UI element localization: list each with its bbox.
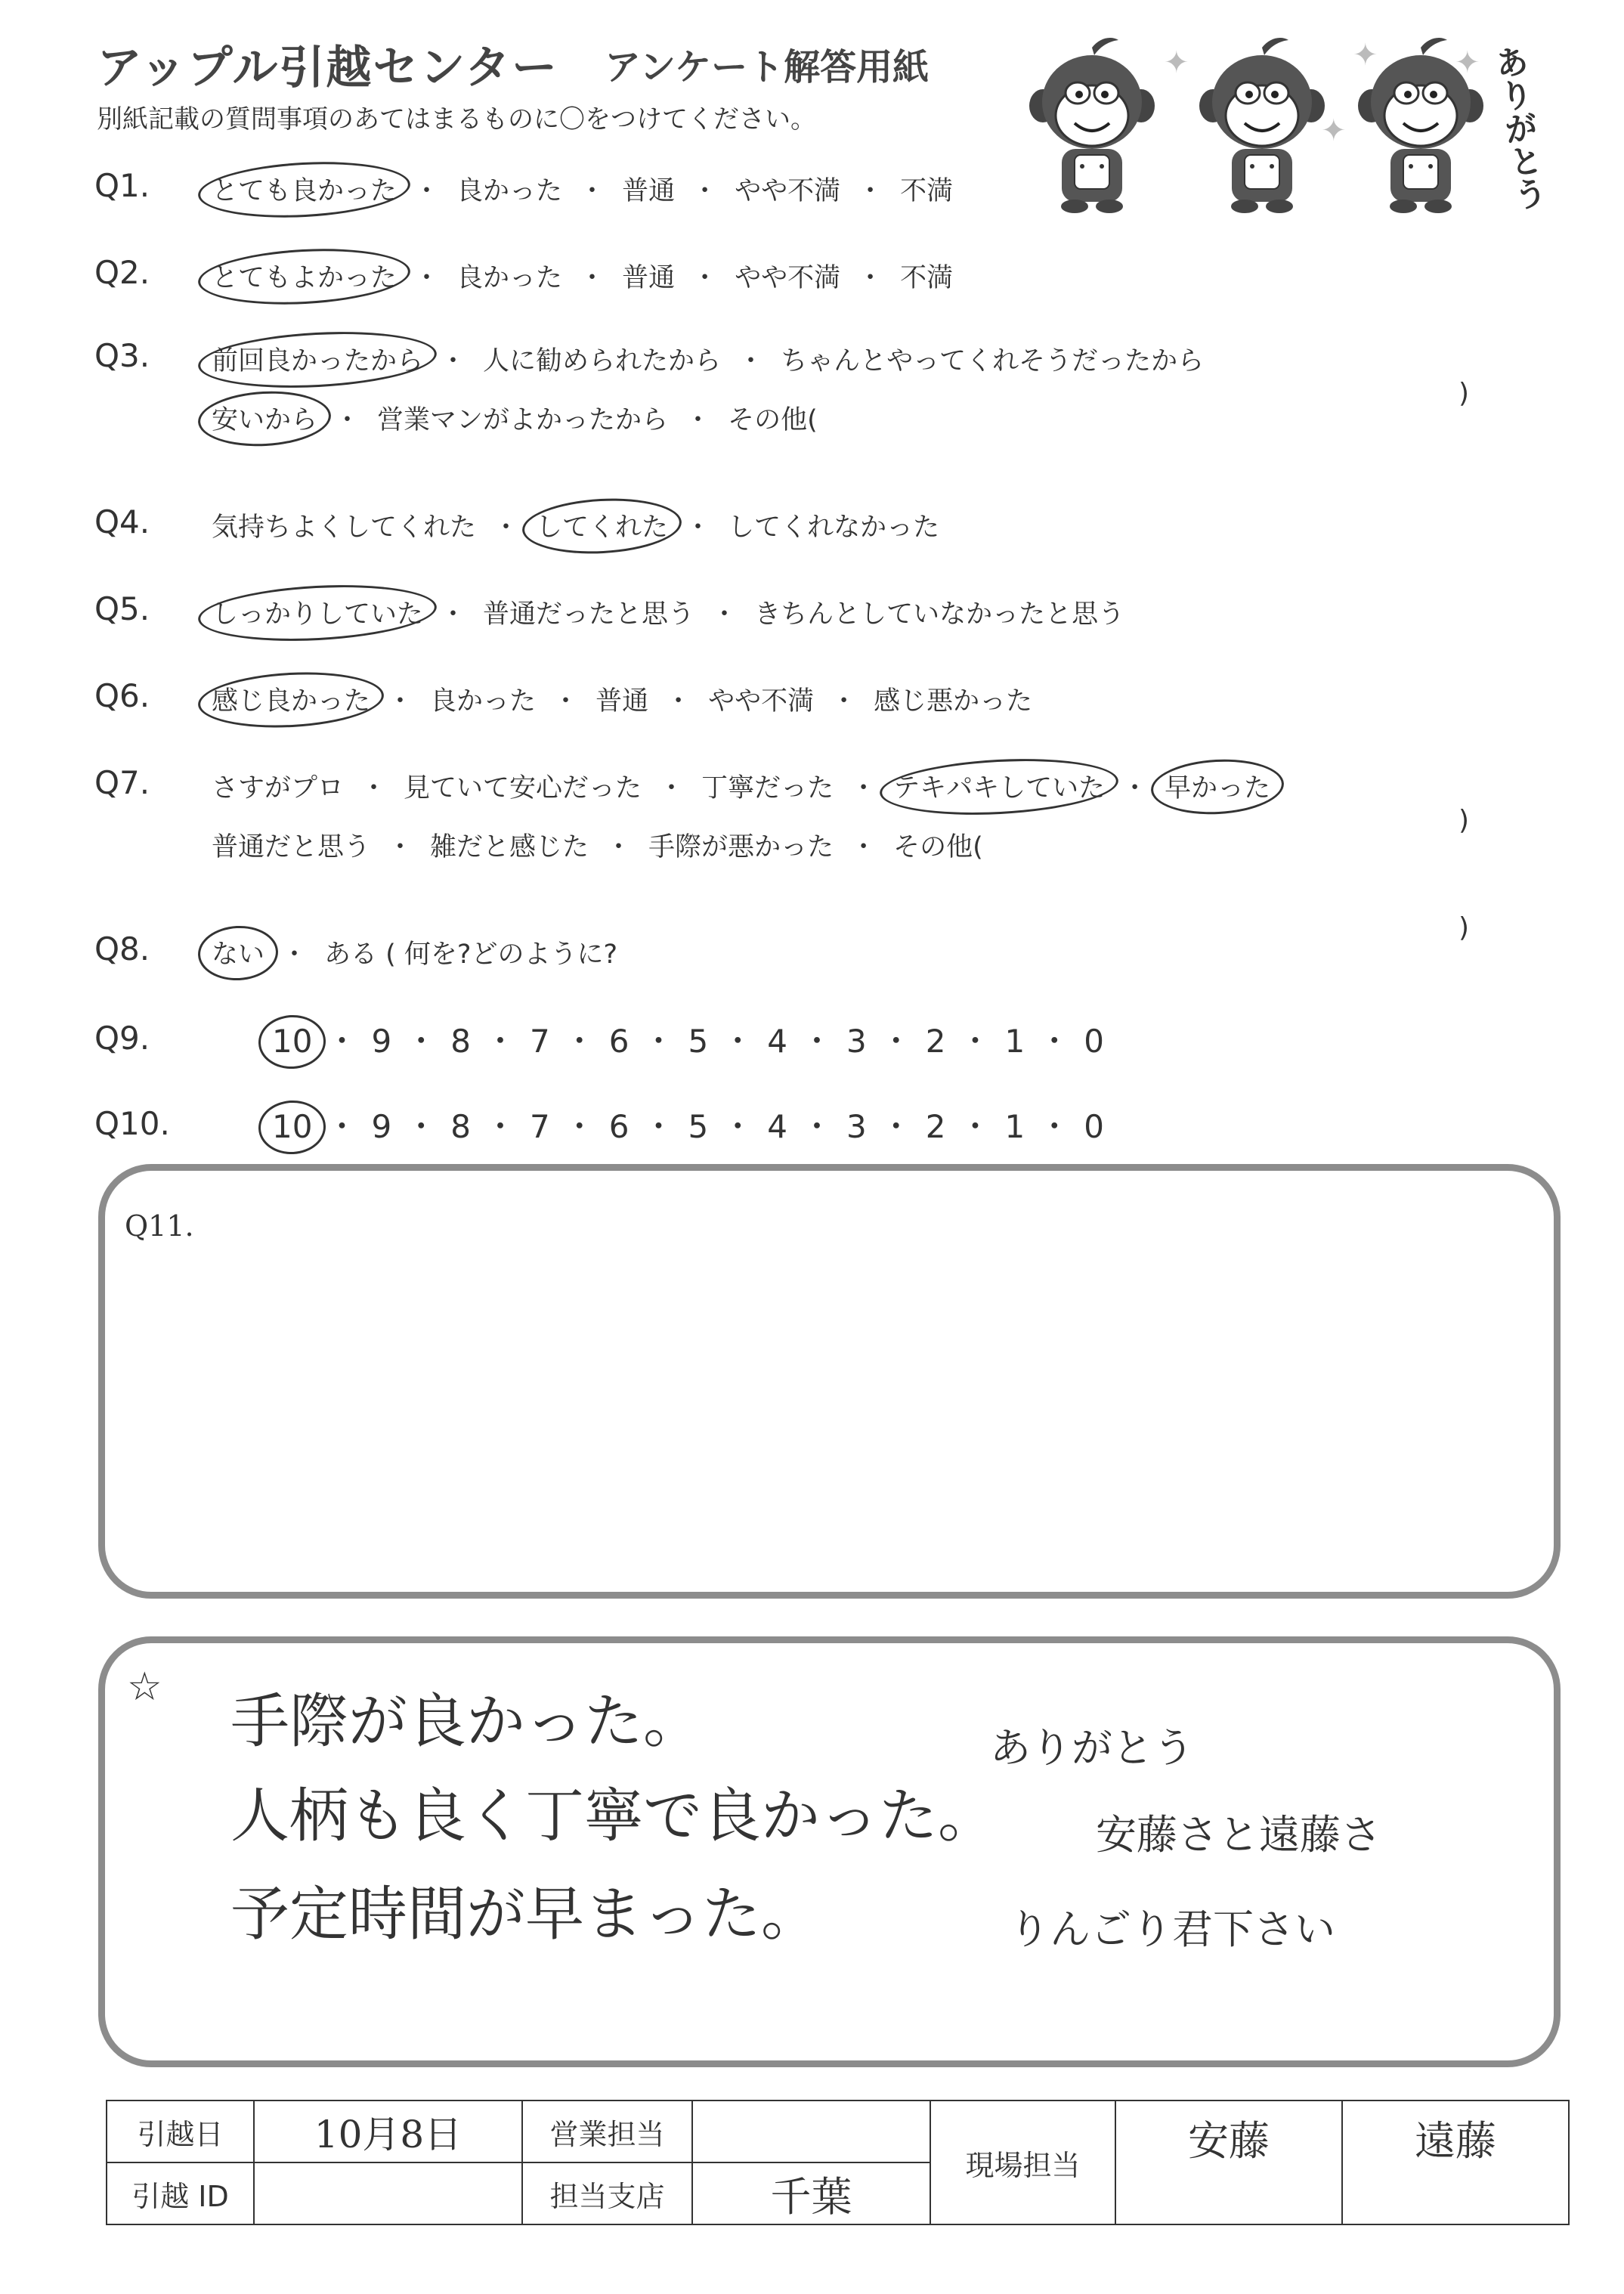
answer-option[interactable]: 不満: [900, 176, 954, 206]
option-separator: ・: [563, 1108, 595, 1145]
question-options-row: [212, 767, 1270, 805]
thanks-line-2: 安藤さと遠藤さ: [1096, 1811, 1381, 1859]
q11-label: Q11.: [125, 1209, 194, 1243]
rating-option[interactable]: 4: [767, 1023, 787, 1060]
option-separator: ・: [642, 1023, 675, 1060]
answer-option[interactable]: やや不満: [735, 263, 841, 293]
sales-label: 営業担当: [522, 2101, 692, 2162]
form-instruction: 別紙記載の質問事項のあてはまるものに〇をつけてください。: [97, 104, 816, 135]
option-separator: ・: [484, 1023, 516, 1060]
answer-option[interactable]: 良かった: [456, 263, 563, 293]
rating-option[interactable]: 2: [925, 1023, 946, 1060]
option-separator: ・: [658, 773, 685, 803]
option-separator: ・: [691, 176, 719, 206]
answer-option[interactable]: その他(: [728, 405, 818, 435]
option-separator: ・: [711, 599, 738, 630]
option-separator: ・: [850, 773, 877, 803]
option-separator: ・: [685, 405, 712, 435]
option-separator: ・: [959, 1108, 991, 1145]
option-separator: ・: [691, 263, 719, 293]
question-options-row: [212, 399, 818, 437]
option-separator: ・: [722, 1023, 754, 1060]
rating-options-row: [272, 1017, 1104, 1062]
answer-option[interactable]: とてもよかった: [212, 257, 397, 295]
question-options-row: [212, 257, 953, 295]
answer-option[interactable]: 普通: [622, 176, 676, 206]
option-separator: ・: [405, 1023, 438, 1060]
option-separator: ・: [440, 346, 467, 376]
other-close-paren: ): [1459, 912, 1470, 943]
answer-option[interactable]: してくれた: [536, 506, 668, 544]
question-label: Q5.: [94, 590, 150, 627]
option-separator: ・: [959, 1023, 991, 1060]
sparkle-icon: ✦: [1164, 45, 1189, 80]
question-options-row: [212, 170, 953, 208]
rating-option[interactable]: 8: [450, 1023, 471, 1060]
thanks-line-3: りんごり君下さい: [1009, 1905, 1335, 1953]
answer-option[interactable]: やや不満: [735, 176, 841, 206]
option-separator: ・: [738, 346, 765, 376]
answer-option[interactable]: 良かった: [430, 686, 537, 717]
question-options-row: [212, 340, 1204, 378]
option-separator: ・: [722, 1108, 754, 1145]
rating-label: Q9.: [94, 1020, 150, 1057]
option-separator: ・: [857, 263, 884, 293]
move-date-label: 引越日: [107, 2101, 254, 2162]
site-value-2[interactable]: 遠藤: [1342, 2101, 1569, 2224]
question-options-row: [212, 826, 983, 864]
answer-option[interactable]: しっかりしていた: [212, 593, 423, 631]
rating-option[interactable]: 9: [371, 1108, 392, 1145]
answer-option[interactable]: してくれなかった: [728, 512, 940, 543]
sparkle-icon: ✦: [1321, 113, 1347, 148]
option-separator: ・: [552, 686, 580, 717]
rating-option[interactable]: 6: [608, 1108, 629, 1145]
question-label: Q6.: [94, 677, 150, 714]
option-separator: ・: [440, 599, 467, 630]
question-label: Q2.: [94, 254, 150, 291]
answer-option[interactable]: ない: [212, 933, 264, 971]
question-options-row: [212, 933, 617, 971]
answer-option[interactable]: きちんとしていなかったと思う: [754, 599, 1125, 630]
option-separator: ・: [857, 176, 884, 206]
answer-option[interactable]: とても良かった: [212, 170, 397, 208]
option-separator: ・: [387, 832, 414, 862]
option-separator: ・: [1038, 1108, 1071, 1145]
answer-option[interactable]: 見ていて安心だった: [404, 773, 642, 803]
answer-option[interactable]: 感じ良かった: [212, 680, 370, 718]
answer-option[interactable]: 不満: [900, 263, 954, 293]
rating-label: Q10.: [94, 1105, 170, 1142]
answer-option[interactable]: 早かった: [1165, 767, 1270, 805]
option-separator: ・: [880, 1023, 912, 1060]
comment-line-2: 人柄も良く丁寧で良かった。: [230, 1782, 998, 1850]
answer-option[interactable]: 感じ悪かった: [874, 686, 1033, 717]
question-label: Q7.: [94, 764, 150, 801]
answer-option[interactable]: 気持ちよくしてくれた: [212, 512, 477, 543]
monkey-mascot-icon: [1198, 34, 1326, 215]
option-separator: ・: [579, 176, 606, 206]
question-options-row: [212, 680, 1032, 718]
mascot-thanks-text: ありがとう: [1486, 42, 1549, 213]
other-close-paren: ): [1459, 805, 1470, 836]
move-id-label: 引越 ID: [107, 2162, 254, 2224]
rating-option[interactable]: 3: [846, 1023, 867, 1060]
comment-line-1: 手際が良かった。: [230, 1688, 703, 1756]
option-separator: ・: [685, 512, 712, 543]
sparkle-icon: ✦: [1455, 45, 1480, 80]
footer-table: [106, 2100, 1570, 2225]
question-label: Q3.: [94, 337, 150, 374]
question-options-row: [212, 506, 939, 544]
rating-option[interactable]: 10: [272, 1023, 313, 1060]
sparkle-icon: ✦: [1353, 38, 1378, 73]
answer-option[interactable]: 営業マンがよかったから: [377, 405, 669, 435]
other-close-paren: ): [1459, 378, 1470, 409]
option-separator: ・: [831, 686, 858, 717]
thanks-line-1: ありがとう: [990, 1724, 1194, 1772]
rating-option[interactable]: 4: [767, 1108, 787, 1145]
rating-option[interactable]: 6: [608, 1023, 629, 1060]
option-separator: ・: [326, 1023, 358, 1060]
option-separator: ・: [642, 1108, 675, 1145]
answer-option[interactable]: 前回良かったから: [212, 340, 423, 378]
rating-option[interactable]: 3: [846, 1108, 867, 1145]
option-separator: ・: [605, 832, 633, 862]
option-separator: ・: [413, 263, 441, 293]
option-separator: ・: [665, 686, 692, 717]
option-separator: ・: [493, 512, 520, 543]
answer-option[interactable]: 丁寧だった: [701, 773, 834, 803]
rating-options-row: [272, 1102, 1104, 1147]
answer-option[interactable]: 普通だと思う: [212, 832, 371, 862]
rating-option[interactable]: 0: [1084, 1023, 1104, 1060]
answer-option[interactable]: ある ( 何を?どのように?: [324, 940, 618, 970]
option-separator: ・: [360, 773, 388, 803]
option-separator: ・: [563, 1023, 595, 1060]
answer-option[interactable]: やや不満: [708, 686, 815, 717]
option-separator: ・: [880, 1108, 912, 1145]
option-separator: ・: [850, 832, 877, 862]
option-separator: ・: [579, 263, 606, 293]
rating-option[interactable]: 0: [1084, 1108, 1104, 1145]
answer-option[interactable]: 手際が悪かった: [648, 832, 834, 862]
answer-option[interactable]: さすがプロ: [212, 773, 345, 803]
branch-label: 担当支店: [522, 2162, 692, 2224]
rating-option[interactable]: 5: [688, 1023, 709, 1060]
answer-option[interactable]: 普通: [595, 686, 649, 717]
site-value-1[interactable]: 安藤: [1115, 2101, 1342, 2224]
question-label: Q1.: [94, 167, 150, 204]
option-separator: ・: [413, 176, 441, 206]
rating-option[interactable]: 5: [688, 1108, 709, 1145]
option-separator: ・: [484, 1108, 516, 1145]
option-separator: ・: [334, 405, 361, 435]
answer-option[interactable]: 良かった: [456, 176, 563, 206]
rating-option[interactable]: 9: [371, 1023, 392, 1060]
option-separator: ・: [387, 686, 414, 717]
rating-option[interactable]: 8: [450, 1108, 471, 1145]
rating-option[interactable]: 1: [1004, 1108, 1025, 1145]
answer-option[interactable]: 雑だと感じた: [430, 832, 589, 862]
option-separator: ・: [800, 1023, 833, 1060]
answer-option[interactable]: ちゃんとやってくれそうだったから: [781, 346, 1205, 376]
branch-value[interactable]: 千葉: [692, 2162, 930, 2224]
rating-option[interactable]: 10: [272, 1108, 313, 1145]
answer-option[interactable]: 普通: [622, 263, 676, 293]
comment-line-3: 予定時間が早まった。: [230, 1881, 821, 1949]
answer-option[interactable]: テキパキしていた: [893, 767, 1105, 805]
sales-value[interactable]: [692, 2101, 930, 2162]
rating-option[interactable]: 1: [1004, 1023, 1025, 1060]
q11-answer-box[interactable]: [98, 1164, 1561, 1599]
monkey-mascot-icon: [1028, 34, 1156, 215]
answer-option[interactable]: 普通だったと思う: [483, 599, 695, 630]
question-label: Q8.: [94, 930, 150, 967]
move-id-value[interactable]: [254, 2162, 522, 2224]
option-separator: ・: [326, 1108, 358, 1145]
option-separator: ・: [405, 1108, 438, 1145]
rating-option[interactable]: 2: [925, 1108, 946, 1145]
move-date-value[interactable]: 10月8日: [254, 2101, 522, 2162]
form-title: アップル引越センター: [97, 42, 558, 94]
star-icon: ☆: [127, 1664, 162, 1710]
site-label: 現場担当: [930, 2101, 1115, 2224]
option-separator: ・: [1038, 1023, 1071, 1060]
rating-option[interactable]: 7: [529, 1023, 550, 1060]
option-separator: ・: [800, 1108, 833, 1145]
answer-option[interactable]: 安いから: [212, 399, 317, 437]
question-options-row: [212, 593, 1124, 631]
option-separator: ・: [1121, 773, 1149, 803]
answer-option[interactable]: その他(: [893, 832, 983, 862]
form-subtitle: アンケート解答用紙: [605, 46, 930, 88]
option-separator: ・: [281, 940, 308, 970]
answer-option[interactable]: 人に勧められたから: [483, 346, 722, 376]
question-label: Q4.: [94, 503, 150, 540]
rating-option[interactable]: 7: [529, 1108, 550, 1145]
